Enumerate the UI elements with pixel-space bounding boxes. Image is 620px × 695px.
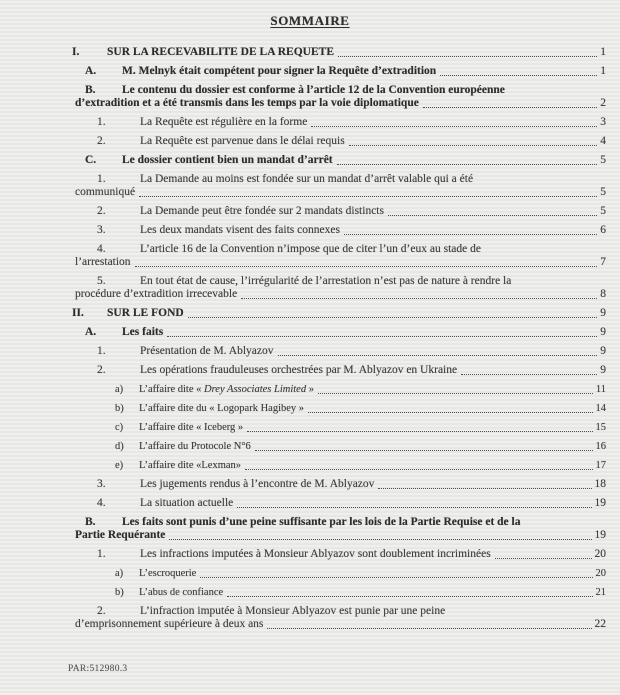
entry-number: a): [115, 384, 124, 395]
entry-text: M. Melnyk était compétent pour signer la Requête d’extradition: [122, 65, 437, 77]
entry-number: c): [115, 422, 124, 433]
entry-text: Les opérations frauduleuses orchestrées par M. Ablyazov en Ukraine: [140, 364, 458, 376]
toc-entry: [72, 205, 606, 218]
toc-entry: [72, 402, 606, 415]
page-number: 7: [600, 256, 606, 268]
dot-leader: [278, 355, 598, 356]
dot-leader: [139, 196, 597, 197]
dot-leader: [255, 450, 593, 451]
entry-text-continued: l’arrestation: [75, 256, 131, 268]
dot-leader: [169, 539, 591, 540]
toc-entry: [72, 516, 606, 542]
entry-text: En tout état de cause, l’irrégularité de l’arrestation n’est pas de nature à rendre la: [140, 275, 512, 287]
entry-text: Les infractions imputées à Monsieur Ablyazov sont doublement incriminées: [140, 548, 491, 560]
entry-text: L’escroquerie: [139, 568, 197, 579]
dot-leader: [247, 431, 592, 432]
dot-leader: [440, 75, 597, 76]
document-title: SOMMAIRE: [270, 13, 350, 28]
dot-leader: [308, 412, 592, 413]
entry-text-continued: d’emprisonnement supérieure à deux ans: [75, 618, 264, 630]
dot-leader: [188, 317, 598, 318]
entry-number: 2.: [97, 364, 106, 376]
page-number: 18: [594, 478, 606, 490]
toc-entry: [72, 478, 606, 491]
entry-text: La Requête est régulière en la forme: [140, 116, 308, 128]
page-number: 20: [595, 568, 606, 579]
entry-number: 1.: [97, 548, 106, 560]
toc-entry: [72, 135, 606, 148]
entry-number: 2.: [97, 205, 106, 217]
toc-entry: [72, 243, 606, 269]
entry-text: La Demande au moins est fondée sur un mandat d’arrêt valable qui a été: [140, 173, 474, 185]
entry-text: L’affaire dite « Iceberg »: [139, 422, 244, 433]
page-number: 14: [595, 403, 606, 414]
dot-leader: [135, 266, 598, 267]
entry-number: a): [115, 568, 124, 579]
toc-entry: [72, 46, 606, 59]
entry-number: d): [115, 441, 124, 452]
toc-entry: [72, 307, 606, 320]
entry-text: L’article 16 de la Convention n’impose que de citer l’un d’eux au stade de: [140, 243, 481, 255]
page-number: 9: [600, 364, 606, 376]
entry-text: SUR LE FOND: [107, 307, 184, 319]
entry-text-continued: d’extradition et a été transmis dans les temps par la voie diplomatique: [75, 97, 419, 109]
entry-number: 4.: [97, 243, 106, 255]
toc-entry: [72, 421, 606, 434]
toc-entry: [72, 586, 606, 599]
entry-number: I.: [72, 46, 80, 58]
entry-text: SUR LA RECEVABILITE DE LA REQUETE: [107, 46, 334, 58]
entry-text-continued: procédure d’extradition irrecevable: [75, 288, 238, 300]
entry-text: Le dossier contient bien un mandat d’arrêt: [122, 154, 333, 166]
entry-number: 3.: [97, 224, 106, 236]
toc-entry: [72, 173, 606, 199]
entry-text: La Demande peut être fondée sur 2 mandats distincts: [140, 205, 384, 217]
dot-leader: [241, 298, 597, 299]
dot-leader: [338, 56, 597, 57]
page-number: 21: [595, 587, 606, 598]
page-number: 9: [600, 307, 606, 319]
entry-text: L’affaire dite «Lexman»: [139, 460, 242, 471]
toc-entry: [72, 84, 606, 110]
entry-text: Les faits sont punis d’une peine suffisante par les lois de la Partie Requise et de la: [122, 516, 521, 528]
toc-entry: [72, 459, 606, 472]
toc-entry: [72, 364, 606, 377]
entry-text: Les jugements rendus à l’encontre de M. Ablyazov: [140, 478, 375, 490]
dot-leader: [349, 145, 598, 146]
entry-text: L’abus de confiance: [139, 587, 224, 598]
toc-entry: [72, 567, 606, 580]
entry-number: 1.: [97, 116, 106, 128]
toc-entry: [72, 116, 606, 129]
page-number: 19: [594, 529, 606, 541]
entry-text-continued: communiqué: [75, 186, 136, 198]
dot-leader: [461, 374, 597, 375]
page-number: 5: [600, 154, 606, 166]
toc-entry: [72, 275, 606, 301]
dot-leader: [311, 126, 597, 127]
entry-number: 1.: [97, 173, 106, 185]
entry-text: L’affaire du Protocole N°6: [139, 441, 251, 452]
footer-reference: PAR:512980.3: [68, 664, 128, 674]
entry-text: L’affaire dite « Drey Associates Limited »: [139, 384, 314, 395]
toc: [72, 46, 606, 637]
dot-leader: [344, 234, 597, 235]
dot-leader: [495, 558, 592, 559]
entry-number: B.: [85, 516, 96, 528]
page-number: 22: [594, 618, 606, 630]
page-number: 17: [595, 460, 606, 471]
entry-number: A.: [85, 326, 97, 338]
entry-number: 5.: [97, 275, 106, 287]
dot-leader: [423, 107, 597, 108]
dot-leader: [245, 469, 592, 470]
dot-leader: [267, 628, 591, 629]
dot-leader: [388, 215, 597, 216]
entry-text-italic: Drey Associates Limited: [204, 384, 307, 395]
entry-text: Présentation de M. Ablyazov: [140, 345, 274, 357]
page-number: 5: [600, 186, 606, 198]
toc-entry: [72, 605, 606, 631]
entry-number: b): [115, 403, 124, 414]
toc-entry: [72, 440, 606, 453]
page-number: 19: [594, 497, 606, 509]
page-number: 16: [595, 441, 606, 452]
entry-number: e): [115, 460, 124, 471]
entry-text: Les deux mandats visent des faits connexes: [140, 224, 340, 236]
page-number: 4: [600, 135, 606, 147]
page-number: 3: [600, 116, 606, 128]
entry-text: L’affaire dite du « Logopark Hagibey »: [139, 403, 305, 414]
dot-leader: [227, 596, 592, 597]
entry-number: 2.: [97, 605, 106, 617]
entry-number: b): [115, 587, 124, 598]
toc-entry: [72, 497, 606, 510]
dot-leader: [318, 393, 593, 394]
dot-leader: [337, 164, 598, 165]
entry-number: A.: [85, 65, 97, 77]
entry-number: 2.: [97, 135, 106, 147]
dot-leader: [378, 488, 591, 489]
entry-text: Le contenu du dossier est conforme à l’article 12 de la Convention européenne: [122, 84, 505, 96]
entry-text-continued: Partie Requérante: [75, 529, 166, 541]
page-number: 1: [600, 65, 606, 77]
page-number: 2: [600, 97, 606, 109]
entry-text: Les faits: [122, 326, 164, 338]
toc-entry: [72, 383, 606, 396]
entry-text: L’infraction imputée à Monsieur Ablyazov est punie par une peine: [140, 605, 446, 617]
toc-entry: [72, 154, 606, 167]
toc-entry: [72, 548, 606, 561]
toc-entry: [72, 326, 606, 339]
dot-leader: [167, 336, 597, 337]
page-number: 5: [600, 205, 606, 217]
entry-number: B.: [85, 84, 96, 96]
entry-text: La situation actuelle: [140, 497, 234, 509]
page-number: 20: [594, 548, 606, 560]
page-number: 6: [600, 224, 606, 236]
entry-number: C.: [85, 154, 97, 166]
page-number: 15: [595, 422, 606, 433]
toc-entry: [72, 65, 606, 78]
page-number: 8: [600, 288, 606, 300]
toc-entry: [72, 224, 606, 237]
dot-leader: [200, 577, 592, 578]
toc-entry: [72, 345, 606, 358]
page-number: 9: [600, 326, 606, 338]
page-number: 9: [600, 345, 606, 357]
dot-leader: [237, 507, 591, 508]
entry-number: 4.: [97, 497, 106, 509]
entry-number: 1.: [97, 345, 106, 357]
entry-text: La Requête est parvenue dans le délai requis: [140, 135, 345, 147]
entry-number: 3.: [97, 478, 106, 490]
page-number: 11: [595, 384, 606, 395]
entry-number: II.: [72, 307, 84, 319]
page-number: 1: [600, 46, 606, 58]
